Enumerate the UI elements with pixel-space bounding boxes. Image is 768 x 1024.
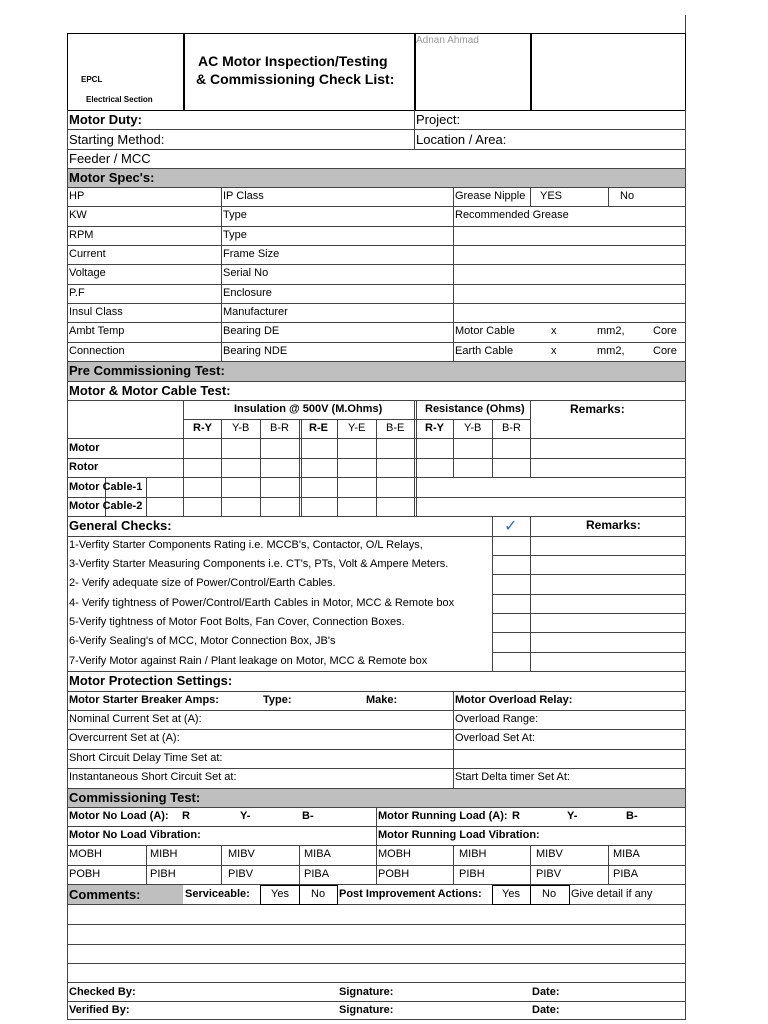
grease-nipple-label: Grease Nipple	[455, 190, 526, 202]
spec-label: Type	[223, 229, 247, 241]
project-label: Project:	[416, 112, 461, 127]
row-label: Motor Cable-2	[69, 500, 143, 512]
no-load-vibration-label: Motor No Load Vibration:	[69, 829, 201, 841]
vib-label: MIBH	[150, 848, 178, 860]
vib-label: MIBA	[613, 848, 640, 860]
post-actions-label: Post Improvement Actions:	[339, 888, 482, 900]
serviceable-label: Serviceable:	[185, 888, 250, 900]
spec-label: RPM	[69, 229, 94, 241]
setting-label: Start Delta timer Set At:	[455, 771, 570, 783]
spec-label: Ambt Temp	[69, 325, 125, 337]
motor-cable-label: Motor Cable	[455, 325, 515, 337]
motor-cable-x: x	[551, 325, 557, 337]
check-item: 2- Verify adequate size of Power/Control/Earth Cables.	[69, 577, 336, 589]
protection-heading: Motor Protection Settings:	[69, 673, 233, 688]
overload-relay-label: Motor Overload Relay:	[455, 694, 573, 706]
row-label: Motor	[69, 442, 100, 454]
spec-label: Insul Class	[69, 306, 123, 318]
verified-signature-label: Signature:	[339, 1004, 394, 1016]
spec-label: Frame Size	[223, 248, 280, 260]
vib-label: MIBH	[459, 848, 487, 860]
check-item: 4- Verify tightness of Power/Control/Earth Cables in Motor, MCC & Remote box	[69, 597, 455, 609]
vib-label: MOBH	[378, 848, 411, 860]
vib-label: PIBH	[459, 868, 485, 880]
running-load-label: Motor Running Load (A):	[378, 810, 508, 822]
feeder-label: Feeder / MCC	[69, 151, 151, 166]
col-header: B-R	[502, 422, 521, 434]
setting-label: Short Circuit Delay Time Set at:	[69, 752, 223, 764]
earth-cable-label: Earth Cable	[455, 345, 514, 357]
breaker-type-label: Type:	[263, 694, 292, 706]
no-load-label: Motor No Load (A):	[69, 810, 169, 822]
serviceable-yes-option[interactable]: Yes	[271, 888, 289, 900]
grease-yes-option[interactable]: YES	[540, 190, 563, 202]
spec-label: Type	[223, 209, 247, 221]
breaker-make-label: Make:	[366, 694, 398, 706]
running-vibration-label: Motor Running Load Vibration:	[378, 829, 540, 841]
recommended-grease-label: Recommended Grease	[455, 209, 569, 221]
motor-cable-test-heading: Motor & Motor Cable Test:	[69, 383, 231, 398]
pre-commissioning-remarks: Remarks:	[570, 402, 625, 416]
vib-label: PIBV	[536, 868, 562, 880]
row-label: Motor Cable-1	[69, 481, 143, 493]
check-mark-icon: ✓	[504, 518, 518, 535]
col-header: B-R	[270, 422, 289, 434]
spec-label: Current	[69, 248, 106, 260]
spec-label: Bearing NDE	[223, 345, 288, 357]
author-name: Adnan Ahmad	[416, 35, 479, 46]
spec-label: P.F	[69, 287, 85, 299]
spec-label: Manufacturer	[223, 306, 288, 318]
starting-method-label: Starting Method:	[69, 132, 165, 147]
col-header: Y-B	[464, 422, 482, 434]
vib-label: PIBH	[150, 868, 176, 880]
form-title-line2: & Commissioning Check List:	[196, 71, 395, 87]
spec-label: Enclosure	[223, 287, 272, 299]
no-load-y: Y-	[240, 810, 251, 822]
check-item: 7-Verify Motor against Rain / Plant leakage on Motor, MCC & Remote box	[69, 655, 428, 667]
setting-label: Overload Set At:	[455, 732, 536, 744]
post-actions-yes-option[interactable]: Yes	[502, 888, 520, 900]
insulation-header: Insulation @ 500V (M.Ohms)	[234, 403, 383, 415]
col-header: Y-B	[232, 422, 250, 434]
vib-label: MOBH	[69, 848, 102, 860]
checked-signature-label: Signature:	[339, 986, 394, 998]
spec-label: Voltage	[69, 267, 106, 279]
col-header: R-E	[309, 422, 328, 434]
serviceable-no-option[interactable]: No	[311, 888, 326, 900]
vib-label: PIBA	[304, 868, 330, 880]
col-header: B-E	[386, 422, 405, 434]
grease-no-option[interactable]: No	[620, 190, 635, 202]
earth-cable-core: Core	[653, 345, 677, 357]
general-checks-remarks: Remarks:	[586, 518, 641, 532]
verified-by-label: Verified By:	[69, 1004, 130, 1016]
running-load-y: Y-	[567, 810, 578, 822]
resistance-header: Resistance (Ohms)	[425, 403, 525, 415]
section-name: Electrical Section	[86, 95, 153, 104]
commissioning-heading: Commissioning Test:	[69, 790, 201, 805]
row-label: Rotor	[69, 461, 99, 473]
vib-label: POBH	[378, 868, 410, 880]
spec-label: Bearing DE	[223, 325, 280, 337]
breaker-amps-label: Motor Starter Breaker Amps:	[69, 694, 219, 706]
general-checks-heading: General Checks:	[69, 518, 172, 533]
motor-duty-label: Motor Duty:	[69, 112, 142, 127]
pre-commissioning-heading: Pre Commissioning Test:	[69, 363, 225, 378]
motor-specs-heading: Motor Spec's:	[69, 170, 155, 185]
location-label: Location / Area:	[416, 132, 507, 147]
vib-label: PIBA	[613, 868, 639, 880]
check-item: 1-Verfity Starter Components Rating i.e. MCCB's, Contactor, O/L Relays,	[69, 539, 423, 551]
check-item: 3-Verfity Starter Measuring Components i.e. CT's, PTs, Volt & Ampere Meters.	[69, 558, 449, 570]
running-load-b: B-	[626, 810, 638, 822]
vib-label: MIBV	[228, 848, 255, 860]
setting-label: Overload Range:	[455, 713, 539, 725]
checked-date-label: Date:	[532, 986, 560, 998]
no-load-r: R	[182, 810, 190, 822]
check-item: 5-Verify tightness of Motor Foot Bolts, Fan Cover, Connection Boxes.	[69, 616, 405, 628]
motor-cable-mm2: mm2,	[597, 325, 625, 337]
col-header: R-Y	[193, 422, 212, 434]
post-actions-no-option[interactable]: No	[542, 888, 557, 900]
verified-date-label: Date:	[532, 1004, 560, 1016]
setting-label: Instantaneous Short Circuit Set at:	[69, 771, 237, 783]
form-title-line1: AC Motor Inspection/Testing	[198, 53, 388, 69]
spec-label: Serial No	[223, 267, 269, 279]
motor-cable-core: Core	[653, 325, 677, 337]
vib-label: MIBV	[536, 848, 563, 860]
spec-label: HP	[69, 190, 85, 202]
col-header: Y-E	[348, 422, 366, 434]
check-item: 6-Verify Sealing's of MCC, Motor Connection Box, JB's	[69, 635, 336, 647]
checked-by-label: Checked By:	[69, 986, 136, 998]
vib-label: PIBV	[228, 868, 254, 880]
vib-label: POBH	[69, 868, 101, 880]
spec-label: Connection	[69, 345, 125, 357]
no-load-b: B-	[302, 810, 314, 822]
setting-label: Overcurrent Set at (A):	[69, 732, 180, 744]
earth-cable-x: x	[551, 345, 557, 357]
col-header: R-Y	[425, 422, 444, 434]
company-name: EPCL	[81, 75, 103, 84]
comments-heading: Comments:	[69, 887, 141, 902]
spec-label: KW	[69, 209, 87, 221]
vib-label: MIBA	[304, 848, 331, 860]
setting-label: Nominal Current Set at (A):	[69, 713, 202, 725]
earth-cable-mm2: mm2,	[597, 345, 625, 357]
give-detail-label: Give detail if any	[571, 888, 653, 900]
spec-label: IP Class	[223, 190, 264, 202]
running-load-r: R	[512, 810, 520, 822]
